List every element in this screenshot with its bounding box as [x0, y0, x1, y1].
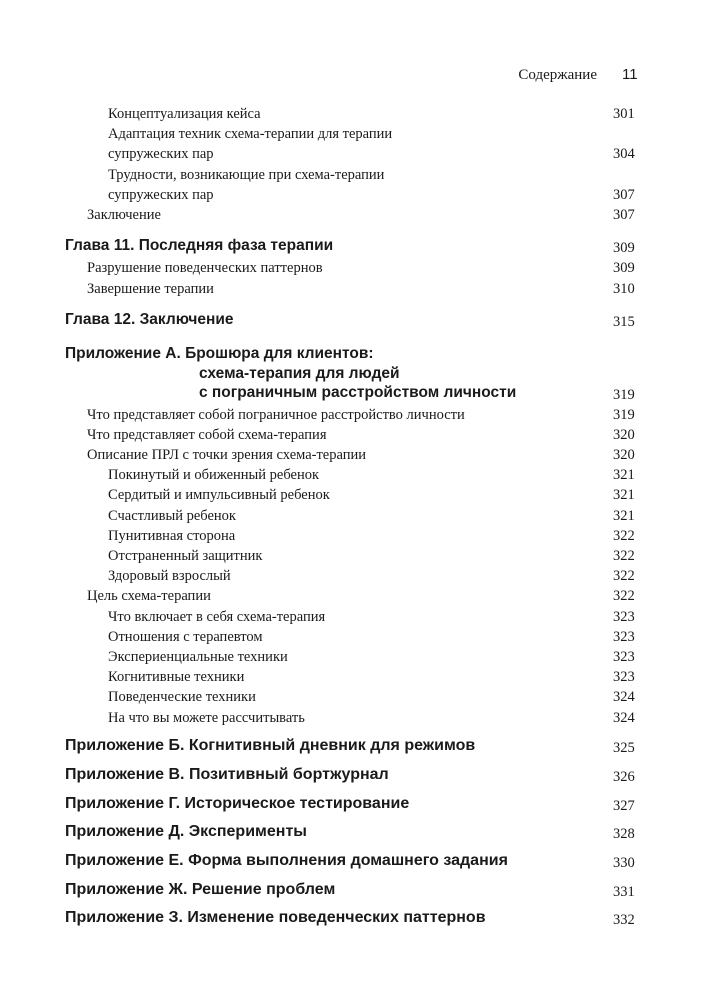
toc-entry-title: Описание ПРЛ с точки зрения схема-терапии: [87, 447, 367, 463]
toc-entry-page: 309: [613, 240, 635, 256]
toc-entry-page: 309: [613, 260, 635, 276]
toc-entry-page: 323: [613, 629, 635, 645]
toc-entry-title: Здоровый взрослый: [108, 568, 231, 584]
toc-entry-page: 322: [613, 588, 635, 604]
toc-appendix-title: Приложение Ж. Решение проблем: [65, 881, 336, 898]
toc-entry-title: Что представляет собой пограничное расстройство личности: [87, 407, 465, 423]
toc-entry-page: 323: [613, 669, 635, 685]
toc-entry-page: 323: [613, 649, 635, 665]
toc-entry-title: Трудности, возникающие при схема-терапии: [108, 167, 385, 183]
toc-entry-title: Отстраненный защитник: [108, 548, 263, 564]
toc-entry-title: Адаптация техник схема-терапии для терапии: [108, 126, 393, 142]
toc-entry-page: 325: [613, 740, 635, 756]
toc-chapter-title: Глава 11. Последняя фаза терапии: [65, 237, 334, 254]
toc-entry-title: супружеских пар: [108, 187, 214, 203]
toc-entry-page: 307: [613, 207, 635, 223]
toc-chapter-title-continued: схема-терапия для людей: [199, 365, 400, 382]
toc-entry-page: 332: [613, 912, 635, 928]
toc-chapter-title: Глава 12. Заключение: [65, 311, 234, 328]
toc-entry-page: 320: [613, 427, 635, 443]
toc-entry-page: 324: [613, 710, 635, 726]
toc-entry-title: Сердитый и импульсивный ребенок: [108, 487, 330, 503]
toc-appendix-title: Приложение Д. Эксперименты: [65, 823, 307, 840]
toc-entry-page: 319: [613, 387, 635, 403]
toc-entry-title: Разрушение поведенческих паттернов: [87, 260, 323, 276]
toc-entry-title: Отношения с терапевтом: [108, 629, 263, 645]
toc-entry-page: 322: [613, 568, 635, 584]
toc-entry-title: Завершение терапии: [87, 281, 214, 297]
toc-entry-page: 323: [613, 609, 635, 625]
toc-appendix-title: Приложение З. Изменение поведенческих паттернов: [65, 909, 486, 926]
toc-entry-page: 321: [613, 508, 635, 524]
toc-entry-title: Экспериенциальные техники: [108, 649, 288, 665]
toc-entry-title: Что представляет собой схема-терапия: [87, 427, 327, 443]
toc-entry-page: 320: [613, 447, 635, 463]
toc-entry-title: Когнитивные техники: [108, 669, 245, 685]
toc-appendix-title: Приложение Е. Форма выполнения домашнего задания: [65, 852, 508, 869]
toc-entry-page: 331: [613, 884, 635, 900]
toc-entry-title: Пунитивная сторона: [108, 528, 236, 544]
toc-entry-title: Заключение: [87, 207, 161, 223]
running-header-page-number: 11: [622, 66, 638, 83]
toc-entry-page: 321: [613, 467, 635, 483]
toc-appendix-title: Приложение В. Позитивный бортжурнал: [65, 766, 389, 783]
toc-entry-page: 304: [613, 146, 635, 162]
toc-chapter-title: Приложение А. Брошюра для клиентов:: [65, 345, 374, 362]
toc-entry-page: 307: [613, 187, 635, 203]
toc-entry-page: 310: [613, 281, 635, 297]
toc-entry-page: 324: [613, 689, 635, 705]
toc-appendix-title: Приложение Г. Историческое тестирование: [65, 795, 410, 812]
toc-entry-title: На что вы можете рассчитывать: [108, 710, 305, 726]
toc-entry-page: 327: [613, 798, 635, 814]
toc-entry-title: Покинутый и обиженный ребенок: [108, 467, 320, 483]
toc-entry-page: 315: [613, 314, 635, 330]
toc-entry-page: 326: [613, 769, 635, 785]
toc-entry-page: 330: [613, 855, 635, 871]
toc-entry-page: 322: [613, 548, 635, 564]
toc-entry-title: Поведенческие техники: [108, 689, 256, 705]
toc-entry-title: Концептуализация кейса: [108, 106, 261, 122]
running-header-title: Содержание: [518, 67, 597, 83]
toc-entry-page: 321: [613, 487, 635, 503]
toc-entry-title: супружеских пар: [108, 146, 214, 162]
toc-entry-title: Цель схема-терапии: [87, 588, 211, 604]
toc-entry-title: Счастливый ребенок: [108, 508, 236, 524]
toc-appendix-title: Приложение Б. Когнитивный дневник для режимов: [65, 737, 476, 754]
toc-entry-title: Что включает в себя схема-терапия: [108, 609, 326, 625]
toc-entry-page: 319: [613, 407, 635, 423]
toc-entry-page: 328: [613, 826, 635, 842]
toc-entry-page: 322: [613, 528, 635, 544]
toc-entry-page: 301: [613, 106, 635, 122]
toc-chapter-title-continued: с пограничным расстройством личности: [199, 384, 517, 401]
